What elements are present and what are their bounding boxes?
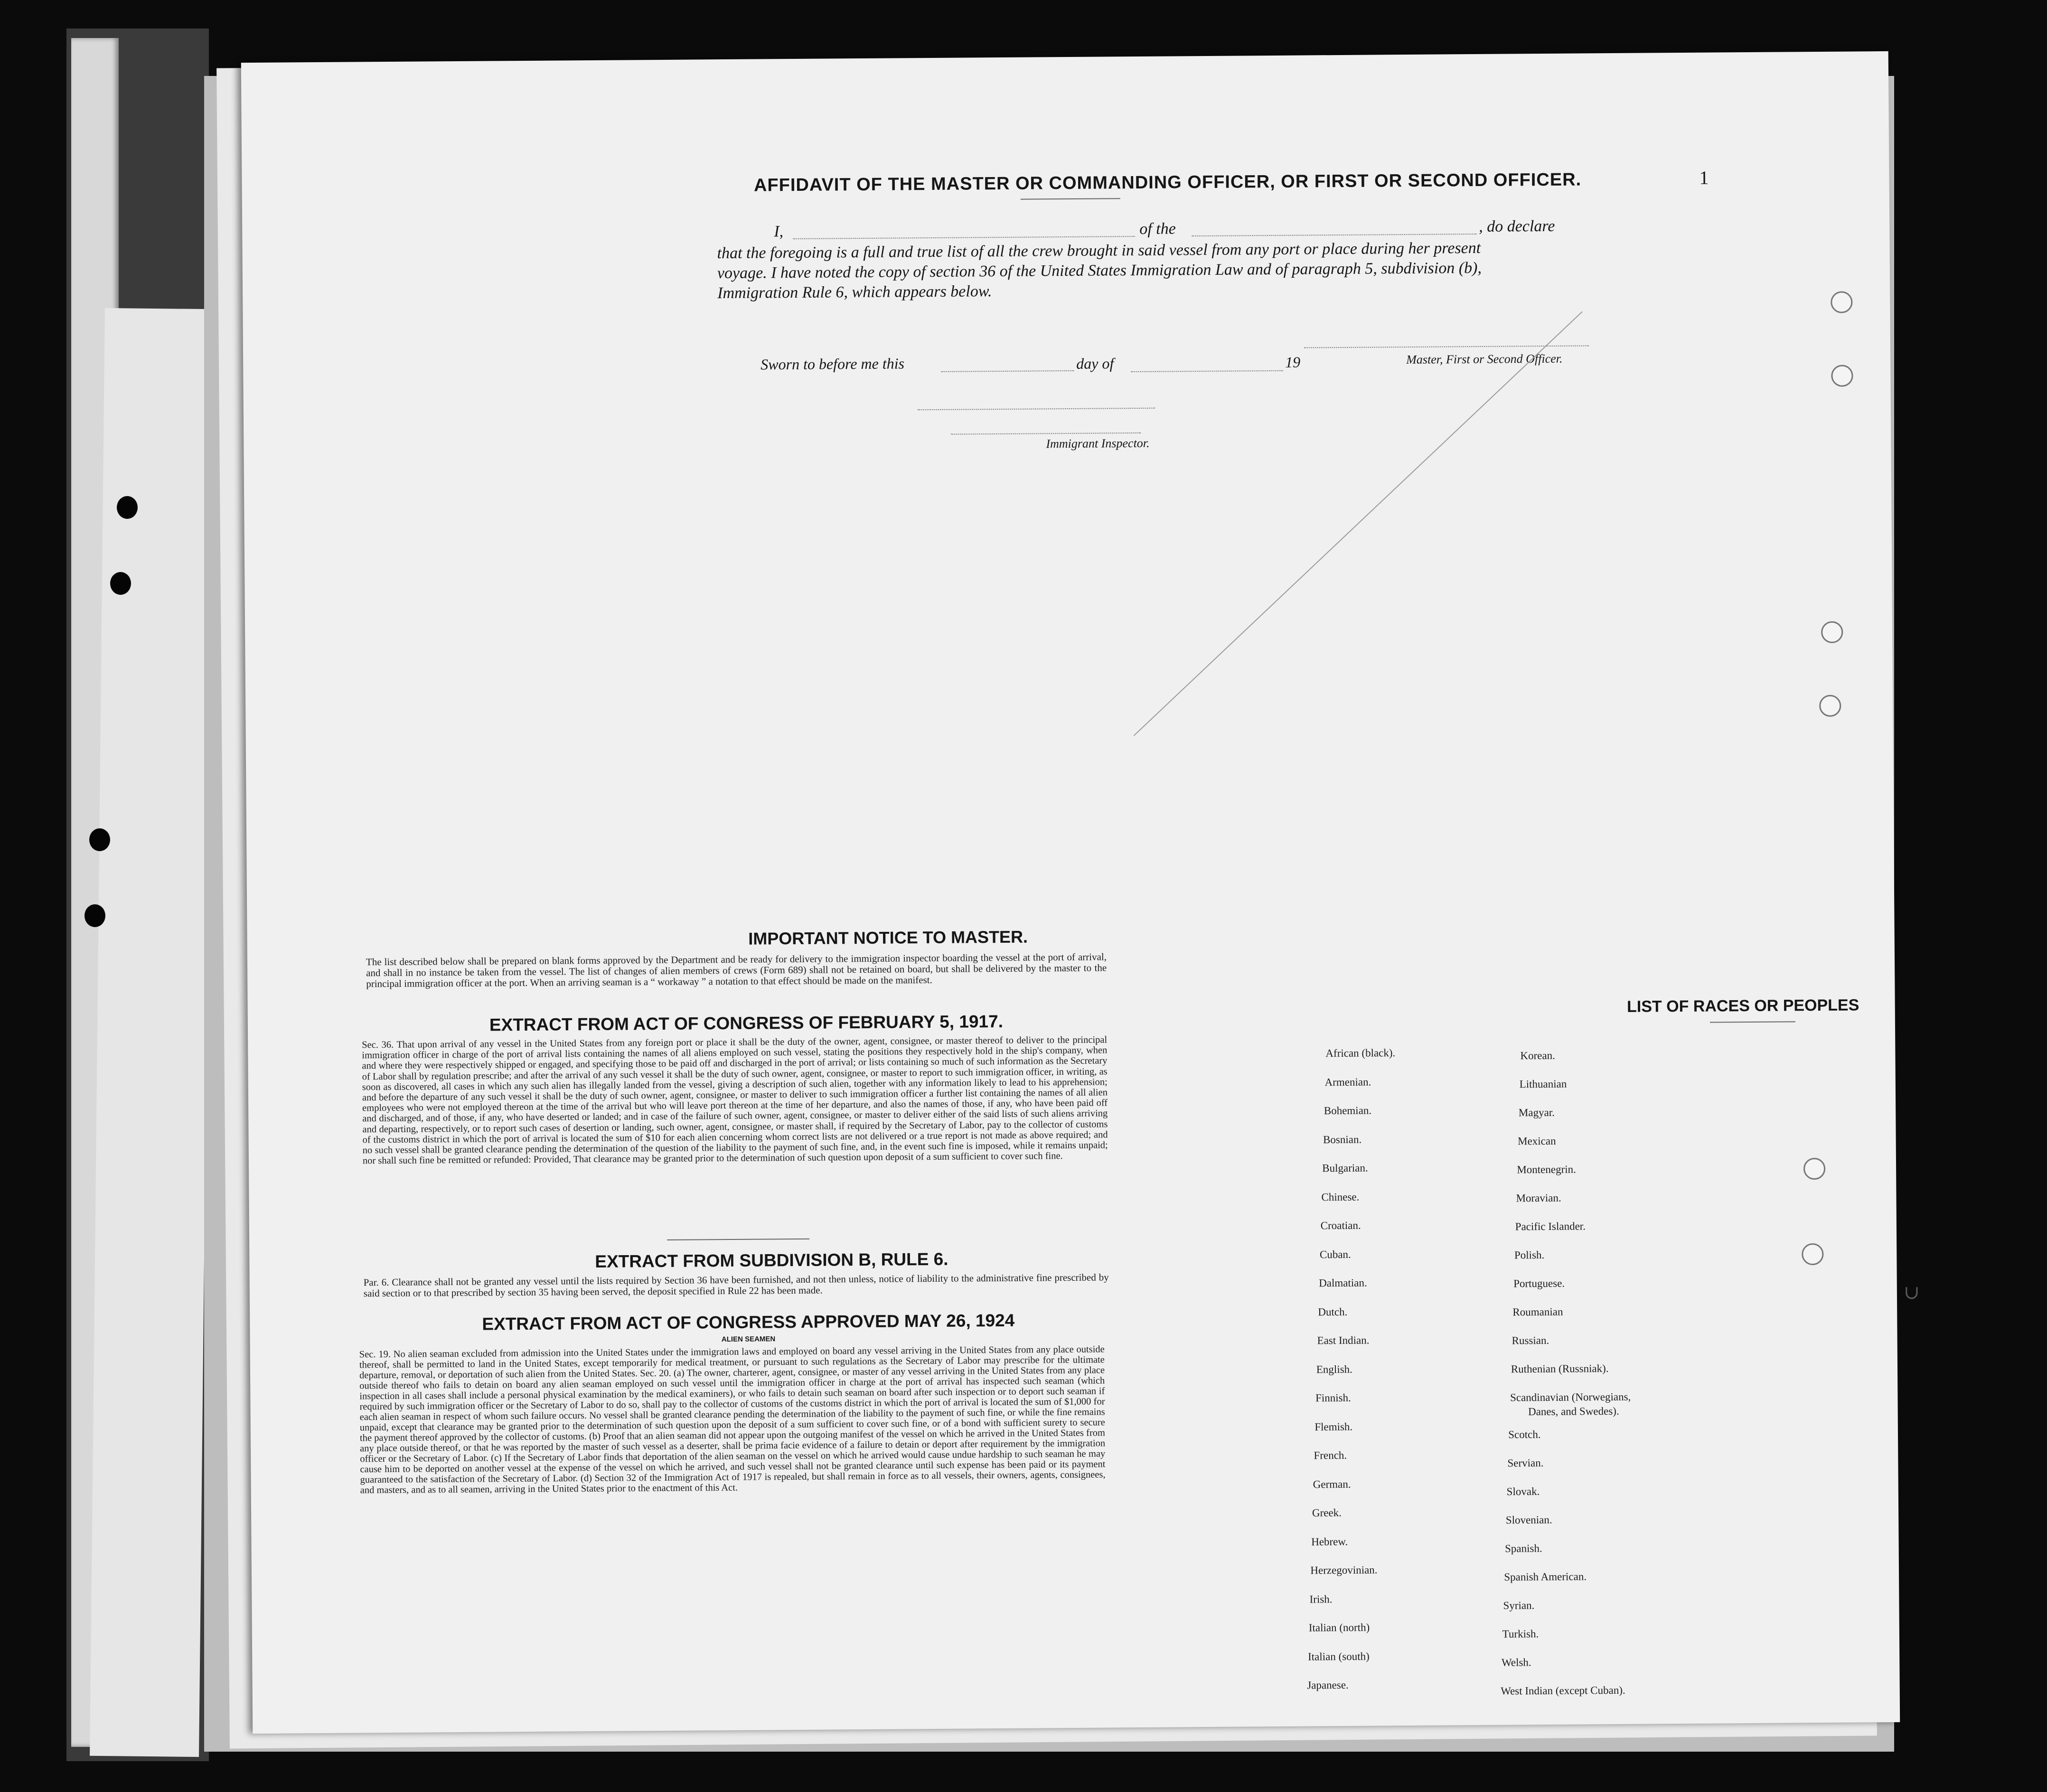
punch-hole [1821, 621, 1843, 643]
race-item: German. [1313, 1478, 1351, 1490]
race-item: Pacific Islander. [1515, 1220, 1586, 1233]
race-item: Bohemian. [1324, 1104, 1372, 1117]
race-item: West Indian (except Cuban). [1501, 1684, 1625, 1697]
races-left-column [241, 51, 1888, 63]
race-item: Scandinavian (Norwegians, [1510, 1390, 1631, 1404]
binder-hole [110, 572, 131, 595]
inspector-label: Immigrant Inspector. [1046, 436, 1150, 451]
race-item: Greek. [1312, 1507, 1342, 1519]
race-item: Syrian. [1503, 1599, 1535, 1612]
inspector-signature-line [918, 408, 1155, 410]
race-item: Dutch. [1318, 1305, 1348, 1318]
punch-hole [1802, 1243, 1823, 1265]
extract-1917-body: Sec. 36. That upon arrival of any vessel in the United States from any foreign port or place it shall be the duty of the owner, agent, consignee, or master thereof to deliver to the principal immigration officer in charge of the port of arrival lists containing the names of all aliens employed on such vessel, stating the positions they respectively hold in the ship's company, when and where they were respectively shipped or engaged, and specifying those to be paid off and discharged in the port of arrival; or lists containing so much of such information as the Secretary of Labor shall by regulation prescribe; and after the arrival of any such vessel it shall be the duty of such owner, agent, consignee, or master to report to such immigration officer, in writing, as soon as discovered, all cases in which any such alien has illegally landed from the vessel, giving a description of such alien, together with any information likely to lead to his apprehension; and before the departure of any such vessel it shall be the duty of such owner, agent, consignee, or master to deliver to such immigration officer a further list containing the names of all alien employees who were not employed thereon at the time of the arrival but who will leave port thereon at the time of her departure, and also the names of those, if any, who have been paid off and discharged, and of those, if any, who have deserted or landed; and in case of the failure of such owner, agent, consignee, or master to deliver either of the said lists of such aliens arriving and departing, respectively, or to report such cases of desertion or landing, such owner, agent, consignee, or master shall, if required by the Secretary of Labor, pay to the collector of customs of the customs district in which the port of arrival is located the sum of $10 for each alien concerning whom correct lists are not delivered or a true report is not made as above required; and no such vessel shall be granted clearance pending the determination of the question of the liability to the payment of such fine, and, in the event such fine is imposed, while it remains unpaid; nor shall such fine be remitted or refunded: Provided, That clearance may be granted prior to the determination of such question upon deposit of a sum sufficient to cover such fine. [362, 1034, 1108, 1166]
extract-1924-subheading: ALIEN SEAMEN [721, 1335, 776, 1344]
sworn-month-blank [1131, 370, 1283, 372]
race-item: Bosnian. [1323, 1133, 1362, 1145]
race-item: Armenian. [1324, 1076, 1371, 1088]
races-title-rule [1710, 1021, 1795, 1023]
race-item: Magyar. [1518, 1106, 1555, 1119]
race-item: Slovenian. [1505, 1513, 1552, 1526]
race-item: Welsh. [1501, 1656, 1531, 1669]
extract-1924-body: Sec. 19. No alien seaman excluded from admission into the United States under the immigration laws and employed on board any vessel arriving in the United States from any place outside thereof, shall be permitted to land in the United States, except temporarily for medical treatment, or pursuant to such regulations as the Secretary of Labor may prescribe for the ultimate departure, removal, or deportation of such alien from the United States. Sec. 20. (a) The owner, charterer, agent, consignee, or master of any vessel arriving in the United States from any place outside thereof who fails to detain on board any alien seaman employed on such vessel until the immigration officer in charge at the port of arrival has inspected such seaman (which inspection in all cases shall include a personal physical examination by the medical examiners), or who fails to detain such seaman on board after such inspection or to deport such seaman if required by such immigration officer or the Secretary of Labor to do so, shall pay to the collector of customs of the customs district in which the port of arrival is located the sum of $1,000 for each alien seaman in respect of whom such failure occurs. No vessel shall be granted clearance pending the determination of the liability to the payment of such fine, or while the fine remains unpaid, except that clearance may be granted prior to the determination of such question upon the deposit of a sum sufficient to cover such fine, or of a bond with sufficient surety to secure the payment thereof approved by the collector of customs. (b) Proof that an alien seaman did not appear upon the outgoing manifest of the vessel on which he arrived in the United States from any place outside thereof, or that he was reported by the master of such vessel as a deserter, shall be prima facie evidence of a failure to detain or deport after requirement by the immigration officer or the Secretary of Labor. (c) If the Secretary of Labor finds that deportation of the alien seaman on the vessel on which he arrived would cause undue hardship to such seaman he may cause him to be deported on another vessel at the expense of the vessel on which he arrived, and such vessel shall not be granted clearance until such expense has been paid or its payment guaranteed to the satisfaction of the Secretary of Labor. (d) Section 32 of the Immigration Act of 1917 is repealed, but shall remain in force as to all vessels, their owners, agents, consignees, and masters, and as to all seamen, arriving in the United States prior to the enactment of this Act. [359, 1344, 1106, 1496]
notice-body: The list described below shall be prepared on blank forms approved by the Department and be ready for delivery to the immigration inspector boarding the vessel at the port of arrival, and shall in no instance be taken from the vessel. The list of changes of alien members of crews (Form 689) shall not be retained on board, but shall be delivered by the master to the principal immigration officer at the port. When an arriving seaman is a “ workaway ” a notation to that effect should be made on the manifest. [366, 951, 1107, 990]
race-item: Servian. [1507, 1457, 1544, 1469]
race-item: Dalmatian. [1319, 1276, 1367, 1289]
race-item: Finnish. [1315, 1391, 1351, 1404]
race-item: Japanese. [1307, 1679, 1349, 1691]
vessel-blank [1192, 234, 1476, 236]
affidavit-line2: that the foregoing is a full and true list of all the crew brought in said vessel from any port or place during her present [717, 239, 1481, 263]
extract-1924-heading: EXTRACT FROM ACT OF CONGRESS APPROVED MAY 26, 1924 [482, 1310, 1015, 1334]
race-item: Hebrew. [1311, 1535, 1348, 1548]
race-item: Croatian. [1320, 1219, 1361, 1232]
race-item: Herzegovinian. [1310, 1564, 1378, 1576]
race-item: Flemish. [1315, 1420, 1353, 1433]
pencil-mark: ∪ [1904, 1282, 1920, 1304]
affidavit-title: AFFIDAVIT OF THE MASTER OR COMMANDING OFFICER, OR FIRST OR SECOND OFFICER. [753, 169, 1582, 196]
race-item: Danes, and Swedes). [1528, 1405, 1619, 1418]
binder-hole [117, 496, 138, 519]
race-item: Irish. [1309, 1593, 1333, 1605]
affidavit-line1-mid: of the [1139, 220, 1176, 238]
binder-hole [89, 828, 110, 851]
section-rule [667, 1238, 809, 1240]
race-item: East Indian. [1317, 1334, 1370, 1347]
underlying-page [90, 308, 214, 1757]
extract-rule6-heading: EXTRACT FROM SUBDIVISION B, RULE 6. [595, 1249, 948, 1272]
inspector-line-2 [951, 432, 1141, 435]
affidavit-line1-start: I, [774, 223, 784, 241]
document-page [241, 51, 1900, 1734]
affidavit-line4: Immigration Rule 6, which appears below. [717, 282, 992, 302]
master-signature-label: Master, First or Second Officer. [1406, 351, 1563, 367]
name-blank [793, 236, 1135, 239]
race-item: French. [1314, 1449, 1347, 1462]
race-item: Turkish. [1502, 1628, 1539, 1640]
race-item: Lithuanian [1519, 1078, 1567, 1090]
sworn-day-of: day of [1076, 355, 1114, 372]
race-item: Scotch. [1508, 1428, 1541, 1441]
sworn-year: 19 [1285, 353, 1301, 371]
sworn-day-blank [941, 370, 1074, 372]
race-item: Spanish. [1504, 1542, 1542, 1555]
race-item: Korean. [1520, 1049, 1555, 1062]
race-item: Spanish American. [1504, 1570, 1587, 1583]
sworn-start: Sworn to before me this [761, 355, 905, 373]
cancellation-line [1134, 311, 1583, 736]
punch-hole [1831, 291, 1852, 313]
race-item: Slovak. [1506, 1485, 1540, 1498]
race-item: Ruthenian (Russniak). [1511, 1362, 1609, 1375]
race-item: Polish. [1514, 1249, 1545, 1261]
affidavit-line3: voyage. I have noted the copy of section 36 of the United States Immigration Law and of paragraph 5, subdivision (b), [717, 259, 1482, 282]
races-title: LIST OF RACES OR PEOPLES [1626, 996, 1859, 1016]
extract-rule6-body: Par. 6. Clearance shall not be granted any vessel until the lists required by Section 36 have been furnished, and not then unless, notice of liability to the administrative fine prescribed by said section or to that prescribed by section 35 having been served, the deposit specified in Rule 22 has been made. [363, 1271, 1109, 1299]
punch-hole [1831, 365, 1853, 386]
page-mark: 1 [1699, 167, 1709, 188]
race-item: Mexican [1517, 1135, 1556, 1147]
punch-hole [1819, 695, 1841, 717]
race-item: Bulgarian. [1322, 1162, 1368, 1174]
race-item: Moravian. [1516, 1192, 1561, 1204]
binder-hole [85, 904, 105, 927]
punch-hole [1803, 1158, 1825, 1180]
race-item: Montenegrin. [1517, 1163, 1576, 1176]
title-rule [1021, 198, 1120, 199]
race-item: Portuguese. [1513, 1277, 1565, 1290]
notice-heading: IMPORTANT NOTICE TO MASTER. [748, 927, 1028, 948]
race-item: Cuban. [1319, 1248, 1351, 1260]
race-item: English. [1316, 1363, 1352, 1375]
extract-1917-heading: EXTRACT FROM ACT OF CONGRESS OF FEBRUARY 5, 1917. [489, 1011, 1004, 1035]
affidavit-line1-end: , do declare [1479, 217, 1555, 235]
races-right-column [241, 51, 1888, 63]
race-item: Italian (north) [1308, 1621, 1370, 1634]
race-item: Roumanian [1512, 1305, 1563, 1318]
race-item: Chinese. [1321, 1191, 1360, 1203]
race-item: Russian. [1512, 1334, 1549, 1347]
race-item: Italian (south) [1307, 1650, 1370, 1663]
race-item: African (black). [1325, 1047, 1396, 1060]
